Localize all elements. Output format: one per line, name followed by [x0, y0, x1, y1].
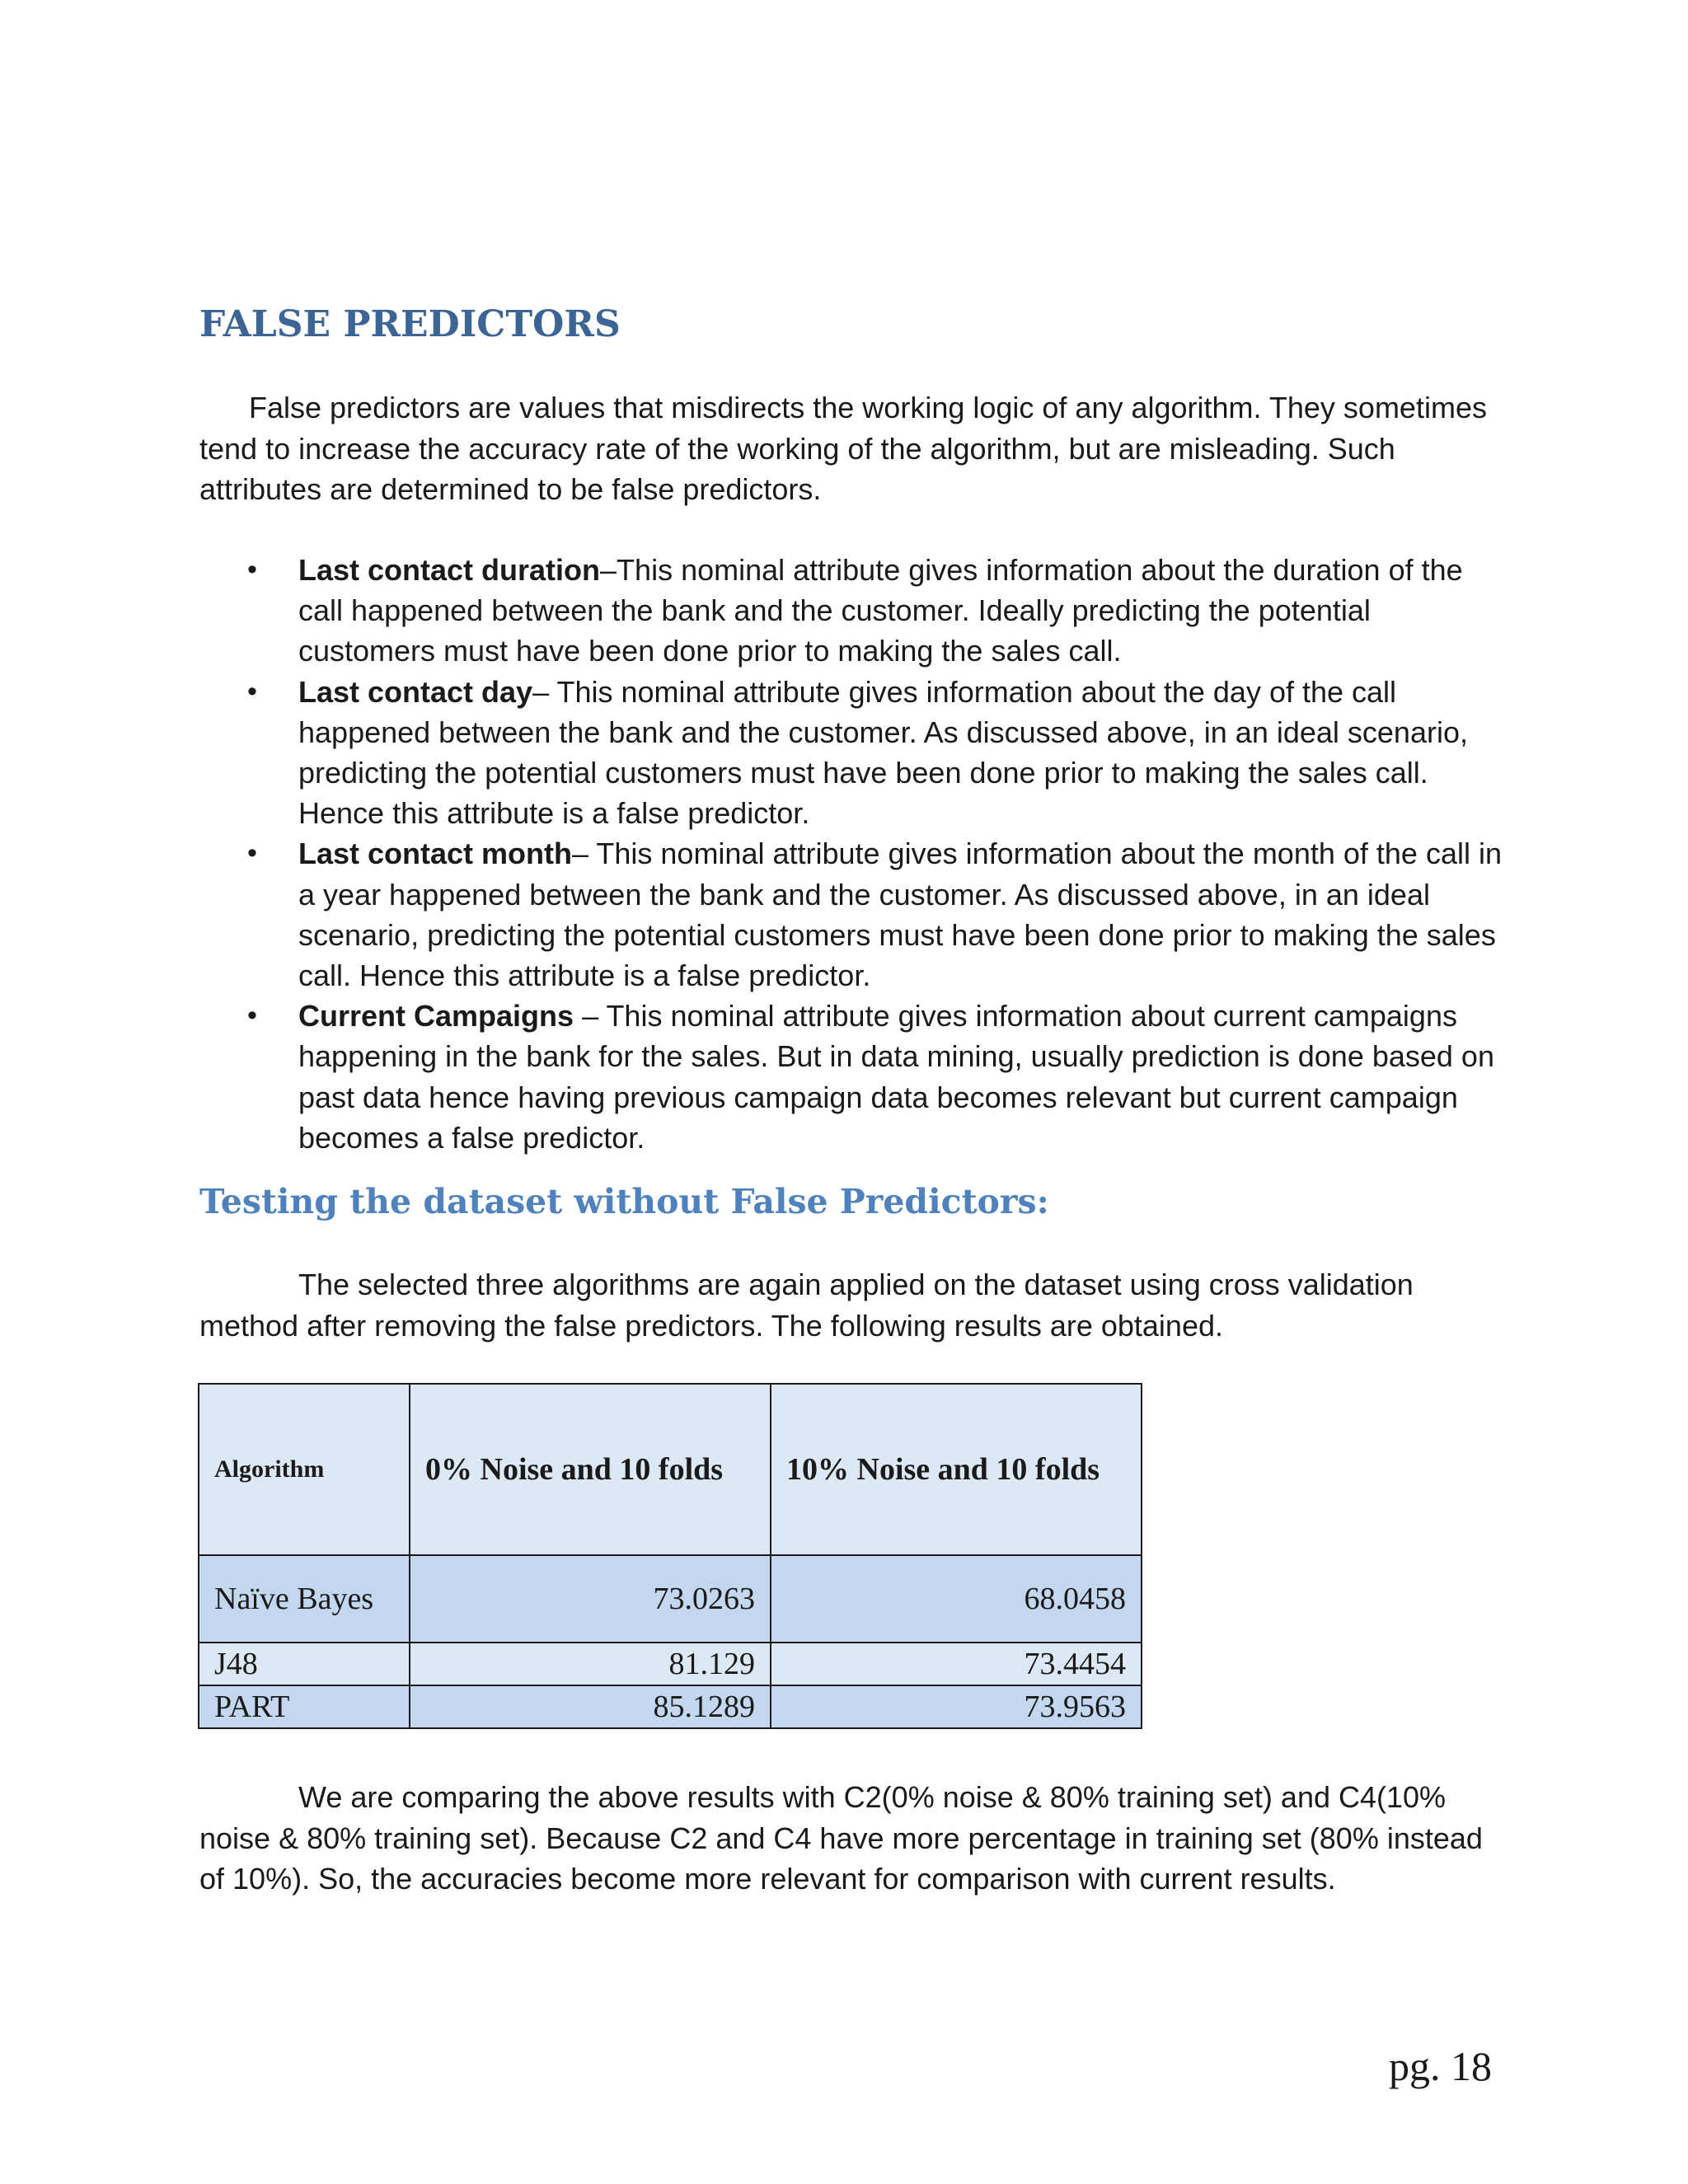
- table-row: [199, 1643, 1142, 1685]
- bullet-term: Last contact month: [298, 837, 573, 871]
- bullet-text: – This nominal attribute gives information about the day of the call happened between the bank and the customer. As discussed above, in an ideal scenario, predicting the potential customers must have been done prior to making the sales call. Hence this attribute is a false predictor.: [298, 674, 1468, 831]
- section-title: FALSE PREDICTORS: [199, 303, 621, 345]
- table-row: [199, 1685, 1142, 1728]
- header-algorithm: Algorithm: [199, 1384, 410, 1555]
- value-cell: 73.0263: [410, 1555, 771, 1643]
- table-row: [199, 1555, 1142, 1643]
- list-item: [199, 996, 1502, 1158]
- header-noise-0: 0% Noise and 10 folds: [410, 1384, 771, 1555]
- list-item: [199, 550, 1502, 672]
- bullet-term: Last contact day: [298, 674, 533, 709]
- bullet-term: Last contact duration: [298, 553, 601, 587]
- algorithm-cell: J48: [199, 1643, 410, 1685]
- bullet-term: Current Campaigns: [298, 999, 574, 1033]
- page-number: pg. 18: [1389, 2043, 1492, 2089]
- false-predictor-list: [199, 550, 1502, 1158]
- bullet-icon: •: [247, 837, 257, 869]
- comparison-paragraph: We are comparing the above results with C2(0% noise & 80% training set) and C4(10% noise & 80% training set). Because C2 and C4 have more percentage in training set (80% instead of 10%). So, the accuracies become more relevant for comparison with current results.: [199, 1780, 1483, 1896]
- value-cell: 81.129: [410, 1643, 771, 1685]
- value-cell: 85.1289: [410, 1685, 771, 1728]
- results-table: [198, 1383, 1142, 1729]
- value-cell: 68.0458: [771, 1555, 1142, 1643]
- list-item: [199, 672, 1502, 834]
- algorithm-cell: Naïve Bayes: [199, 1555, 410, 1643]
- bullet-text: – This nominal attribute gives information about the month of the call in a year happened between the bank and the customer. As discussed above, in an ideal scenario, predicting the potential customers must have been done prior to making the sales call. Hence this attribute is a false predictor.: [298, 837, 1502, 993]
- value-cell: 73.9563: [771, 1685, 1142, 1728]
- table-header-row: [199, 1384, 1142, 1555]
- header-noise-10: 10% Noise and 10 folds: [771, 1384, 1142, 1555]
- intro-paragraph: False predictors are values that misdirects the working logic of any algorithm. They sometimes tend to increase the accuracy rate of the working of the algorithm, but are misleading. Such attributes are determined to be false predictors.: [199, 391, 1487, 506]
- bullet-text: –This nominal attribute gives information about the duration of the call happened between the bank and the customer. Ideally predicting the potential customers must have been done prior to making the sales call.: [298, 553, 1463, 668]
- bullet-icon: •: [247, 675, 257, 707]
- subsection-paragraph: The selected three algorithms are again applied on the dataset using cross validation method after removing the false predictors. The following results are obtained.: [199, 1268, 1414, 1343]
- subsection-title: Testing the dataset without False Predictors:: [199, 1182, 1049, 1221]
- algorithm-cell: PART: [199, 1685, 410, 1728]
- bullet-text: – This nominal attribute gives information about current campaigns happening in the bank for the sales. But in data mining, usually prediction is done based on past data hence having previous campaign data becomes relevant but current campaign becomes a false predictor.: [298, 999, 1494, 1155]
- list-item: [199, 833, 1502, 996]
- bullet-icon: •: [247, 554, 257, 585]
- bullet-icon: •: [247, 1000, 257, 1032]
- value-cell: 73.4454: [771, 1643, 1142, 1685]
